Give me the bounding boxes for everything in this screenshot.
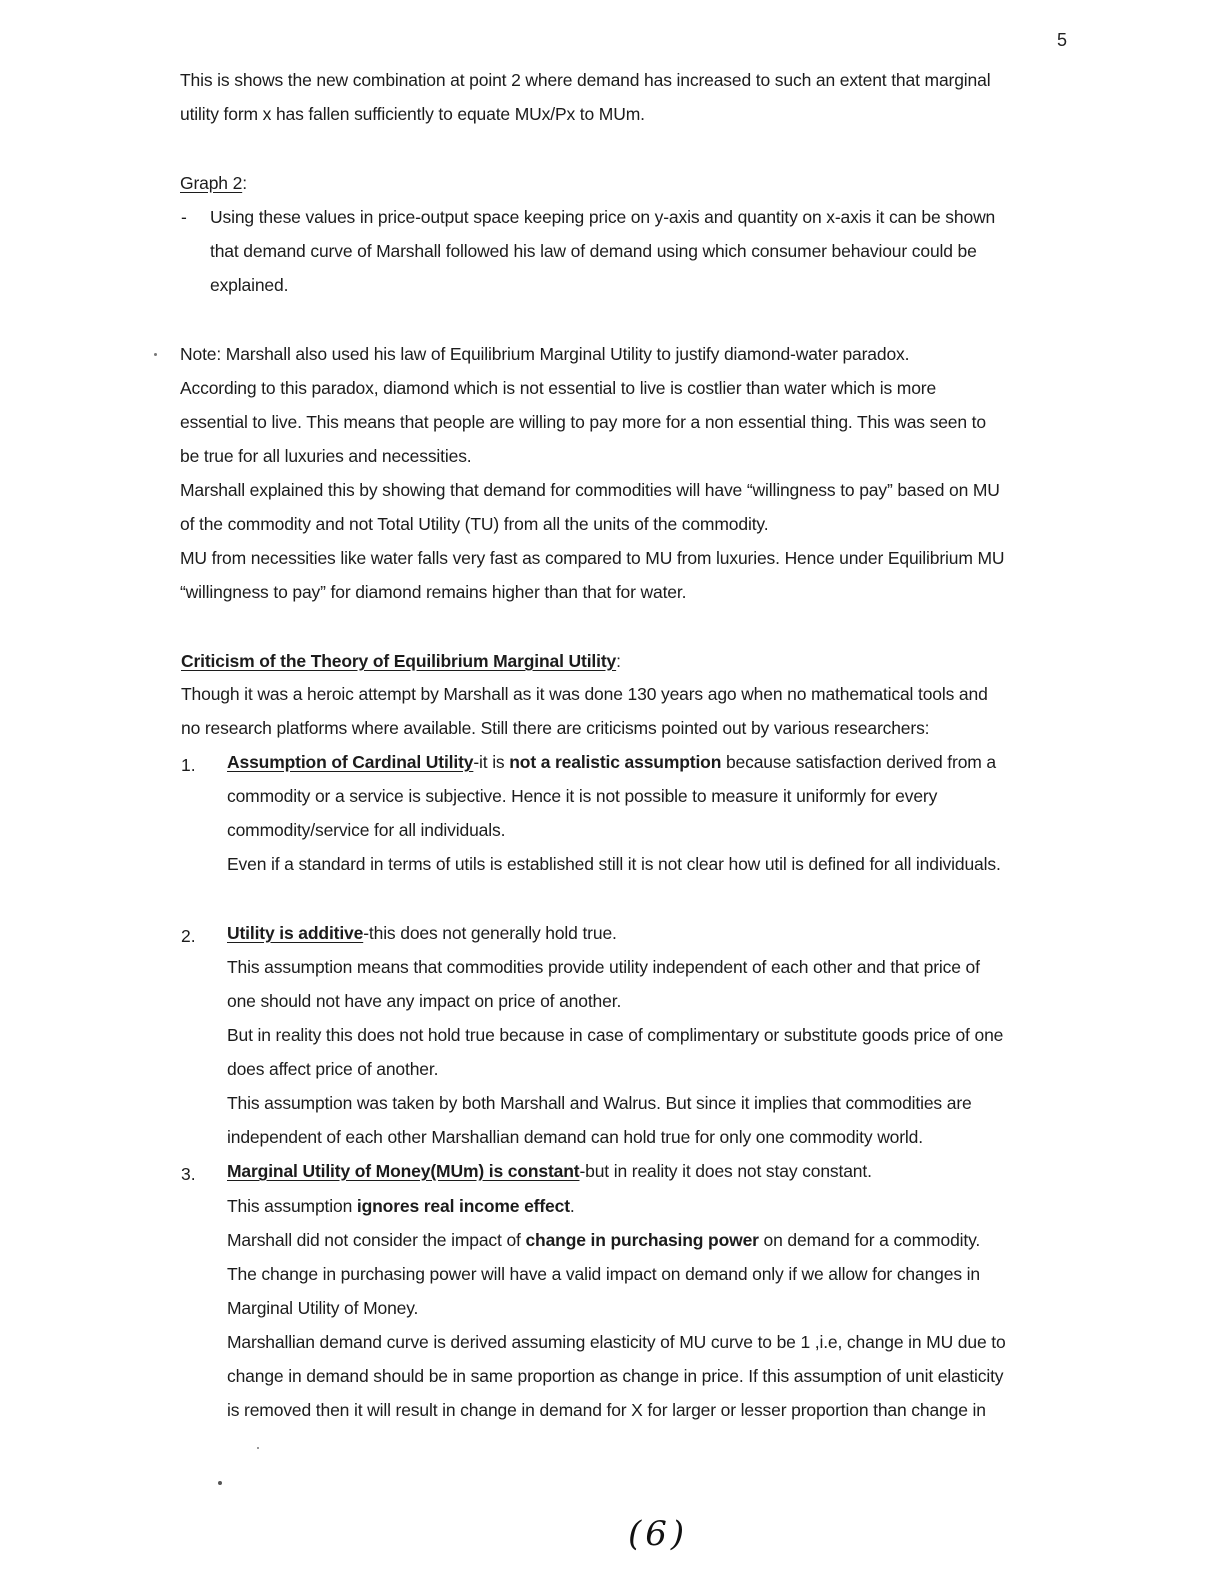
- criticism-heading-colon: :: [616, 651, 621, 671]
- criticism-intro-1: Though it was a heroic attempt by Marshall as it was done 130 years ago when no mathematical tools and: [181, 684, 988, 704]
- criticism-intro-2: no research platforms where available. Still there are criticisms pointed out by various researchers:: [181, 718, 930, 738]
- bullet-dot: [154, 353, 157, 356]
- note-line-4: be true for all luxuries and necessities.: [180, 446, 472, 466]
- item-1-title: Assumption of Cardinal Utility: [227, 752, 474, 772]
- item-3-first-line: [227, 1160, 872, 1182]
- item-2-line: This assumption means that commodities provide utility independent of each other and that price of: [227, 957, 980, 977]
- item-1-first-line: [227, 751, 996, 773]
- item-3-line-a-pre: This assumption: [227, 1196, 357, 1216]
- intro-line-1: This is shows the new combination at point 2 where demand has increased to such an extent that marginal: [180, 70, 991, 90]
- item-1-line: commodity/service for all individuals.: [227, 820, 506, 840]
- item-2-rest: -this does not generally hold true.: [363, 923, 617, 943]
- graph2-heading: [180, 172, 247, 194]
- item-1-lead: -it is: [473, 752, 510, 772]
- item-1-line: commodity or a service is subjective. Hence it is not possible to measure it uniformly for every: [227, 786, 938, 806]
- handwritten-page-number: (6): [628, 1514, 689, 1554]
- note-line-7: MU from necessities like water falls very fast as compared to MU from luxuries. Hence under Equilibrium MU: [180, 548, 1005, 568]
- item-3-line: change in demand should be in same proportion as change in price. If this assumption of unit elasticity: [227, 1366, 1004, 1386]
- item-3-line-b-bold: change in purchasing power: [525, 1230, 759, 1250]
- item-2-first-line: [227, 922, 617, 944]
- note-line-8: “willingness to pay” for diamond remains higher than that for water.: [180, 582, 687, 602]
- item-3-line-b: [227, 1229, 980, 1251]
- item-1-rest: because satisfaction derived from a: [721, 752, 996, 772]
- item-3-line: Marshallian demand curve is derived assuming elasticity of MU curve to be 1 ,i.e, change in MU due to: [227, 1332, 1006, 1352]
- item-1-number: 1.: [181, 755, 196, 775]
- note-line-3: essential to live. This means that people are willing to pay more for a non essential thing. This was seen to: [180, 412, 986, 432]
- graph2-line-2: that demand curve of Marshall followed his law of demand using which consumer behaviour could be: [210, 241, 977, 261]
- graph2-heading-colon: :: [242, 173, 247, 193]
- graph2-line-3: explained.: [210, 275, 289, 295]
- note-line-1: Note: Marshall also used his law of Equilibrium Marginal Utility to justify diamond-water paradox.: [180, 344, 910, 364]
- item-2-line: This assumption was taken by both Marshall and Walrus. But since it implies that commodities are: [227, 1093, 972, 1113]
- item-3-line-a-post: .: [569, 1196, 575, 1216]
- item-3-line-b-post: on demand for a commodity.: [758, 1230, 981, 1250]
- item-3-line: The change in purchasing power will have a valid impact on demand only if we allow for changes in: [227, 1264, 980, 1284]
- item-3-number: 3.: [181, 1164, 196, 1184]
- criticism-heading-text: Criticism of the Theory of Equilibrium Marginal Utility: [181, 651, 617, 671]
- item-3-rest: -but in reality it does not stay constant.: [579, 1161, 872, 1181]
- item-2-line: independent of each other Marshallian demand can hold true for only one commodity world.: [227, 1127, 923, 1147]
- item-1-line: Even if a standard in terms of utils is established still it is not clear how util is defined for all individuals.: [227, 854, 1001, 874]
- item-2-line: does affect price of another.: [227, 1059, 439, 1079]
- item-2-line: But in reality this does not hold true because in case of complimentary or substitute goods price of one: [227, 1025, 1004, 1045]
- criticism-heading: [181, 650, 621, 672]
- graph2-heading-text: Graph 2: [180, 173, 243, 193]
- page-number: 5: [1057, 30, 1068, 50]
- item-2-title: Utility is additive: [227, 923, 364, 943]
- item-3-line-a: [227, 1195, 575, 1217]
- graph2-line-1: Using these values in price-output space keeping price on y-axis and quantity on x-axis it can be shown: [210, 207, 996, 227]
- note-line-6: of the commodity and not Total Utility (TU) from all the units of the commodity.: [180, 514, 769, 534]
- item-2-number: 2.: [181, 926, 196, 946]
- bullet-dash: -: [181, 207, 187, 227]
- intro-line-2: utility form x has fallen sufficiently to equate MUx/Px to MUm.: [180, 104, 645, 124]
- item-1-bold: not a realistic assumption: [509, 752, 722, 772]
- note-line-2: According to this paradox, diamond which is not essential to live is costlier than water which is more: [180, 378, 937, 398]
- note-line-5: Marshall explained this by showing that demand for commodities will have “willingness to pay” based on MU: [180, 480, 1000, 500]
- item-3-line-a-bold: ignores real income effect: [356, 1196, 570, 1216]
- item-3-title: Marginal Utility of Money(MUm) is constant: [227, 1161, 580, 1181]
- scan-speck: [218, 1481, 222, 1485]
- scan-speck: [257, 1447, 259, 1449]
- item-2-line: one should not have any impact on price of another.: [227, 991, 622, 1011]
- item-3-line: Marginal Utility of Money.: [227, 1298, 419, 1318]
- item-3-line: is removed then it will result in change in demand for X for larger or lesser proportion than change in: [227, 1400, 986, 1420]
- item-3-line-b-pre: Marshall did not consider the impact of: [227, 1230, 526, 1250]
